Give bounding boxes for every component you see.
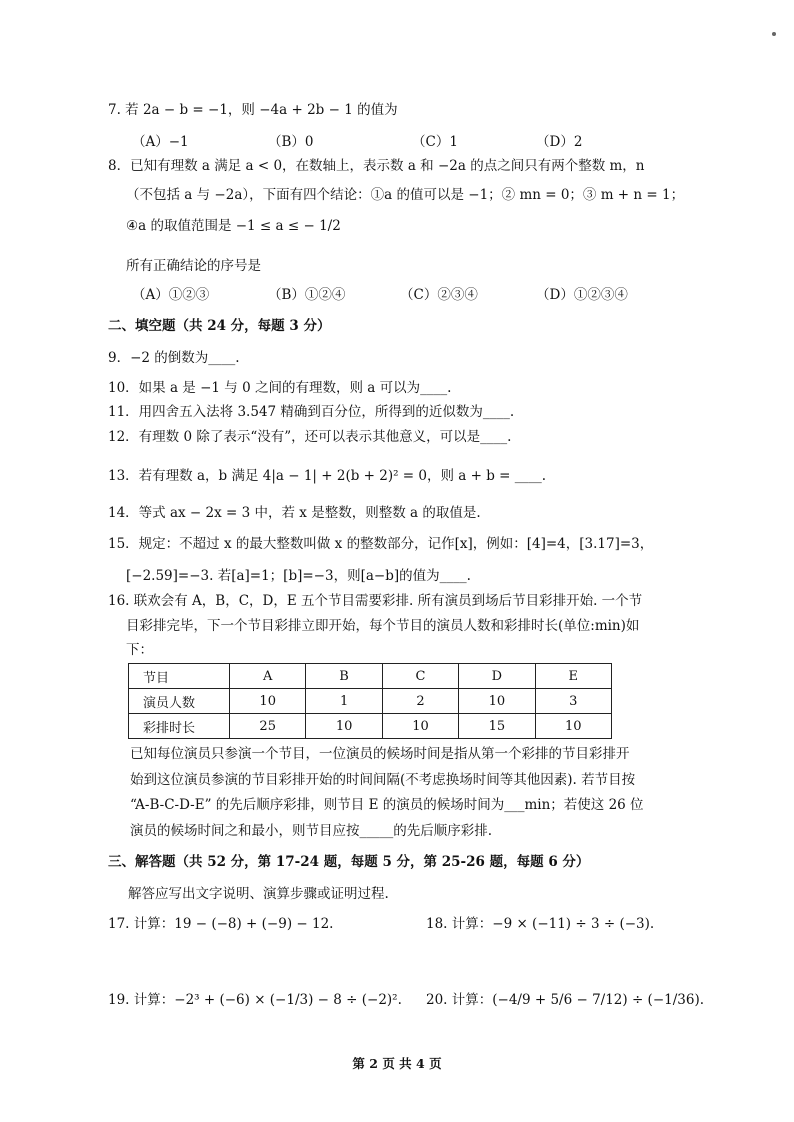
q16-after1: 已知每位演员只参演一个节目，一位演员的候场时间是指从第一个彩排的节目彩排开 bbox=[130, 746, 630, 762]
q16-line3: 下： bbox=[126, 642, 153, 658]
table-cell: 10 bbox=[382, 714, 458, 739]
q7-stem: 7. 若 2a − b = −1，则 −4a + 2b − 1 的值为 bbox=[108, 102, 398, 118]
scan-speck bbox=[772, 32, 776, 36]
section3-heading: 三、解答题（共 52 分，第 17-24 题，每题 5 分，第 25-26 题，每题 6 分） bbox=[108, 854, 590, 870]
table-cell: 10 bbox=[459, 689, 535, 714]
q8-option-b: （B）①②④ bbox=[268, 287, 346, 303]
table-cell: 10 bbox=[230, 689, 306, 714]
table-header-cell: C bbox=[382, 664, 458, 689]
rehearsal-table bbox=[128, 663, 612, 739]
q10: 10．如果 a 是 −1 与 0 之间的有理数，则 a 可以为____. bbox=[108, 380, 452, 396]
q11: 11．用四舍五入法将 3.547 精确到百分位，所得到的近似数为____. bbox=[108, 404, 515, 420]
q18: 18. 计算：−9 × (−11) ÷ 3 ÷ (−3). bbox=[426, 916, 655, 932]
section2-heading: 二、填空题（共 24 分，每题 3 分） bbox=[108, 318, 331, 334]
table-cell: 2 bbox=[382, 689, 458, 714]
table-cell: 1 bbox=[306, 689, 382, 714]
table-header-cell: 节目 bbox=[129, 664, 230, 689]
table-header-cell: D bbox=[459, 664, 535, 689]
table-header-cell: B bbox=[306, 664, 382, 689]
page-footer: 第 2 页 共 4 页 bbox=[352, 1056, 442, 1071]
table-cell: 3 bbox=[535, 689, 611, 714]
q7-option-b: （B）0 bbox=[268, 134, 314, 150]
table-cell: 彩排时长 bbox=[129, 714, 230, 739]
q19: 19. 计算：−2³ + (−6) × (−1/3) − 8 ÷ (−2)². bbox=[108, 992, 402, 1008]
q15-line1: 15．规定：不超过 x 的最大整数叫做 x 的整数部分，记作[x]，例如：[4]=4，[3.17]=3， bbox=[108, 536, 654, 552]
table-cell: 25 bbox=[230, 714, 306, 739]
q12: 12．有理数 0 除了表示“没有”，还可以表示其他意义，可以是____. bbox=[108, 429, 512, 445]
q16-line2: 目彩排完毕，下一个节目彩排立即开始，每个节目的演员人数和彩排时长(单位:min)如 bbox=[126, 618, 640, 634]
table-cell: 10 bbox=[306, 714, 382, 739]
q8-line4: 所有正确结论的序号是 bbox=[126, 258, 261, 274]
table-header-cell: E bbox=[535, 664, 611, 689]
q15-line2: [−2.59]=−3. 若[a]=1；[b]=−3，则[a−b]的值为____. bbox=[126, 568, 471, 584]
table-row bbox=[129, 714, 612, 739]
q16-line1: 16. 联欢会有 A，B，C，D，E 五个节目需要彩排. 所有演员到场后节目彩排开始. 一个节 bbox=[108, 593, 643, 609]
q16-after2: 始到这位演员参演的节目彩排开始的时间间隔(不考虑换场时间等其他因素). 若节目按 bbox=[130, 772, 636, 788]
q8-option-a: （A）①②③ bbox=[132, 287, 210, 303]
q8-line3: ④a 的取值范围是 −1 ≤ a ≤ − 1/2 bbox=[126, 218, 341, 234]
q20: 20. 计算：(−4/9 + 5/6 − 7/12) ÷ (−1/36). bbox=[426, 992, 705, 1008]
q7-option-c: （C）1 bbox=[412, 134, 458, 150]
table-cell: 演员人数 bbox=[129, 689, 230, 714]
q16-after4: 演员的候场时间之和最小，则节目应按_____的先后顺序彩排. bbox=[130, 823, 493, 839]
q9: 9．−2 的倒数为____. bbox=[108, 350, 240, 366]
table-row bbox=[129, 689, 612, 714]
q7-option-d: （D）2 bbox=[536, 134, 583, 150]
table-header-cell: A bbox=[230, 664, 306, 689]
q7-option-a: （A）−1 bbox=[132, 134, 189, 150]
table-cell: 10 bbox=[535, 714, 611, 739]
q8-line2: （不包括 a 与 −2a），下面有四个结论：①a 的值可以是 −1；② mn = 0；③ m + n = 1； bbox=[126, 187, 685, 203]
q13: 13．若有理数 a，b 满足 4|a − 1| + 2(b + 2)² = 0，则 a + b = ____. bbox=[108, 468, 547, 484]
q8-line1: 8．已知有理数 a 满足 a < 0，在数轴上，表示数 a 和 −2a 的点之间只有两个整数 m，n bbox=[108, 158, 645, 174]
table-cell: 15 bbox=[459, 714, 535, 739]
q17: 17. 计算：19 − (−8) + (−9) − 12. bbox=[108, 916, 334, 932]
q8-option-d: （D）①②③④ bbox=[536, 287, 628, 303]
q14: 14．等式 ax − 2x = 3 中，若 x 是整数，则整数 a 的取值是. bbox=[108, 505, 481, 521]
q8-option-c: （C）②③④ bbox=[400, 287, 478, 303]
table-header-row bbox=[129, 664, 612, 689]
q16-after3: “A-B-C-D-E” 的先后顺序彩排，则节目 E 的演员的候场时间为___min；若使这 26 位 bbox=[130, 797, 644, 813]
section3-note: 解答应写出文字说明、演算步骤或证明过程. bbox=[128, 886, 389, 902]
